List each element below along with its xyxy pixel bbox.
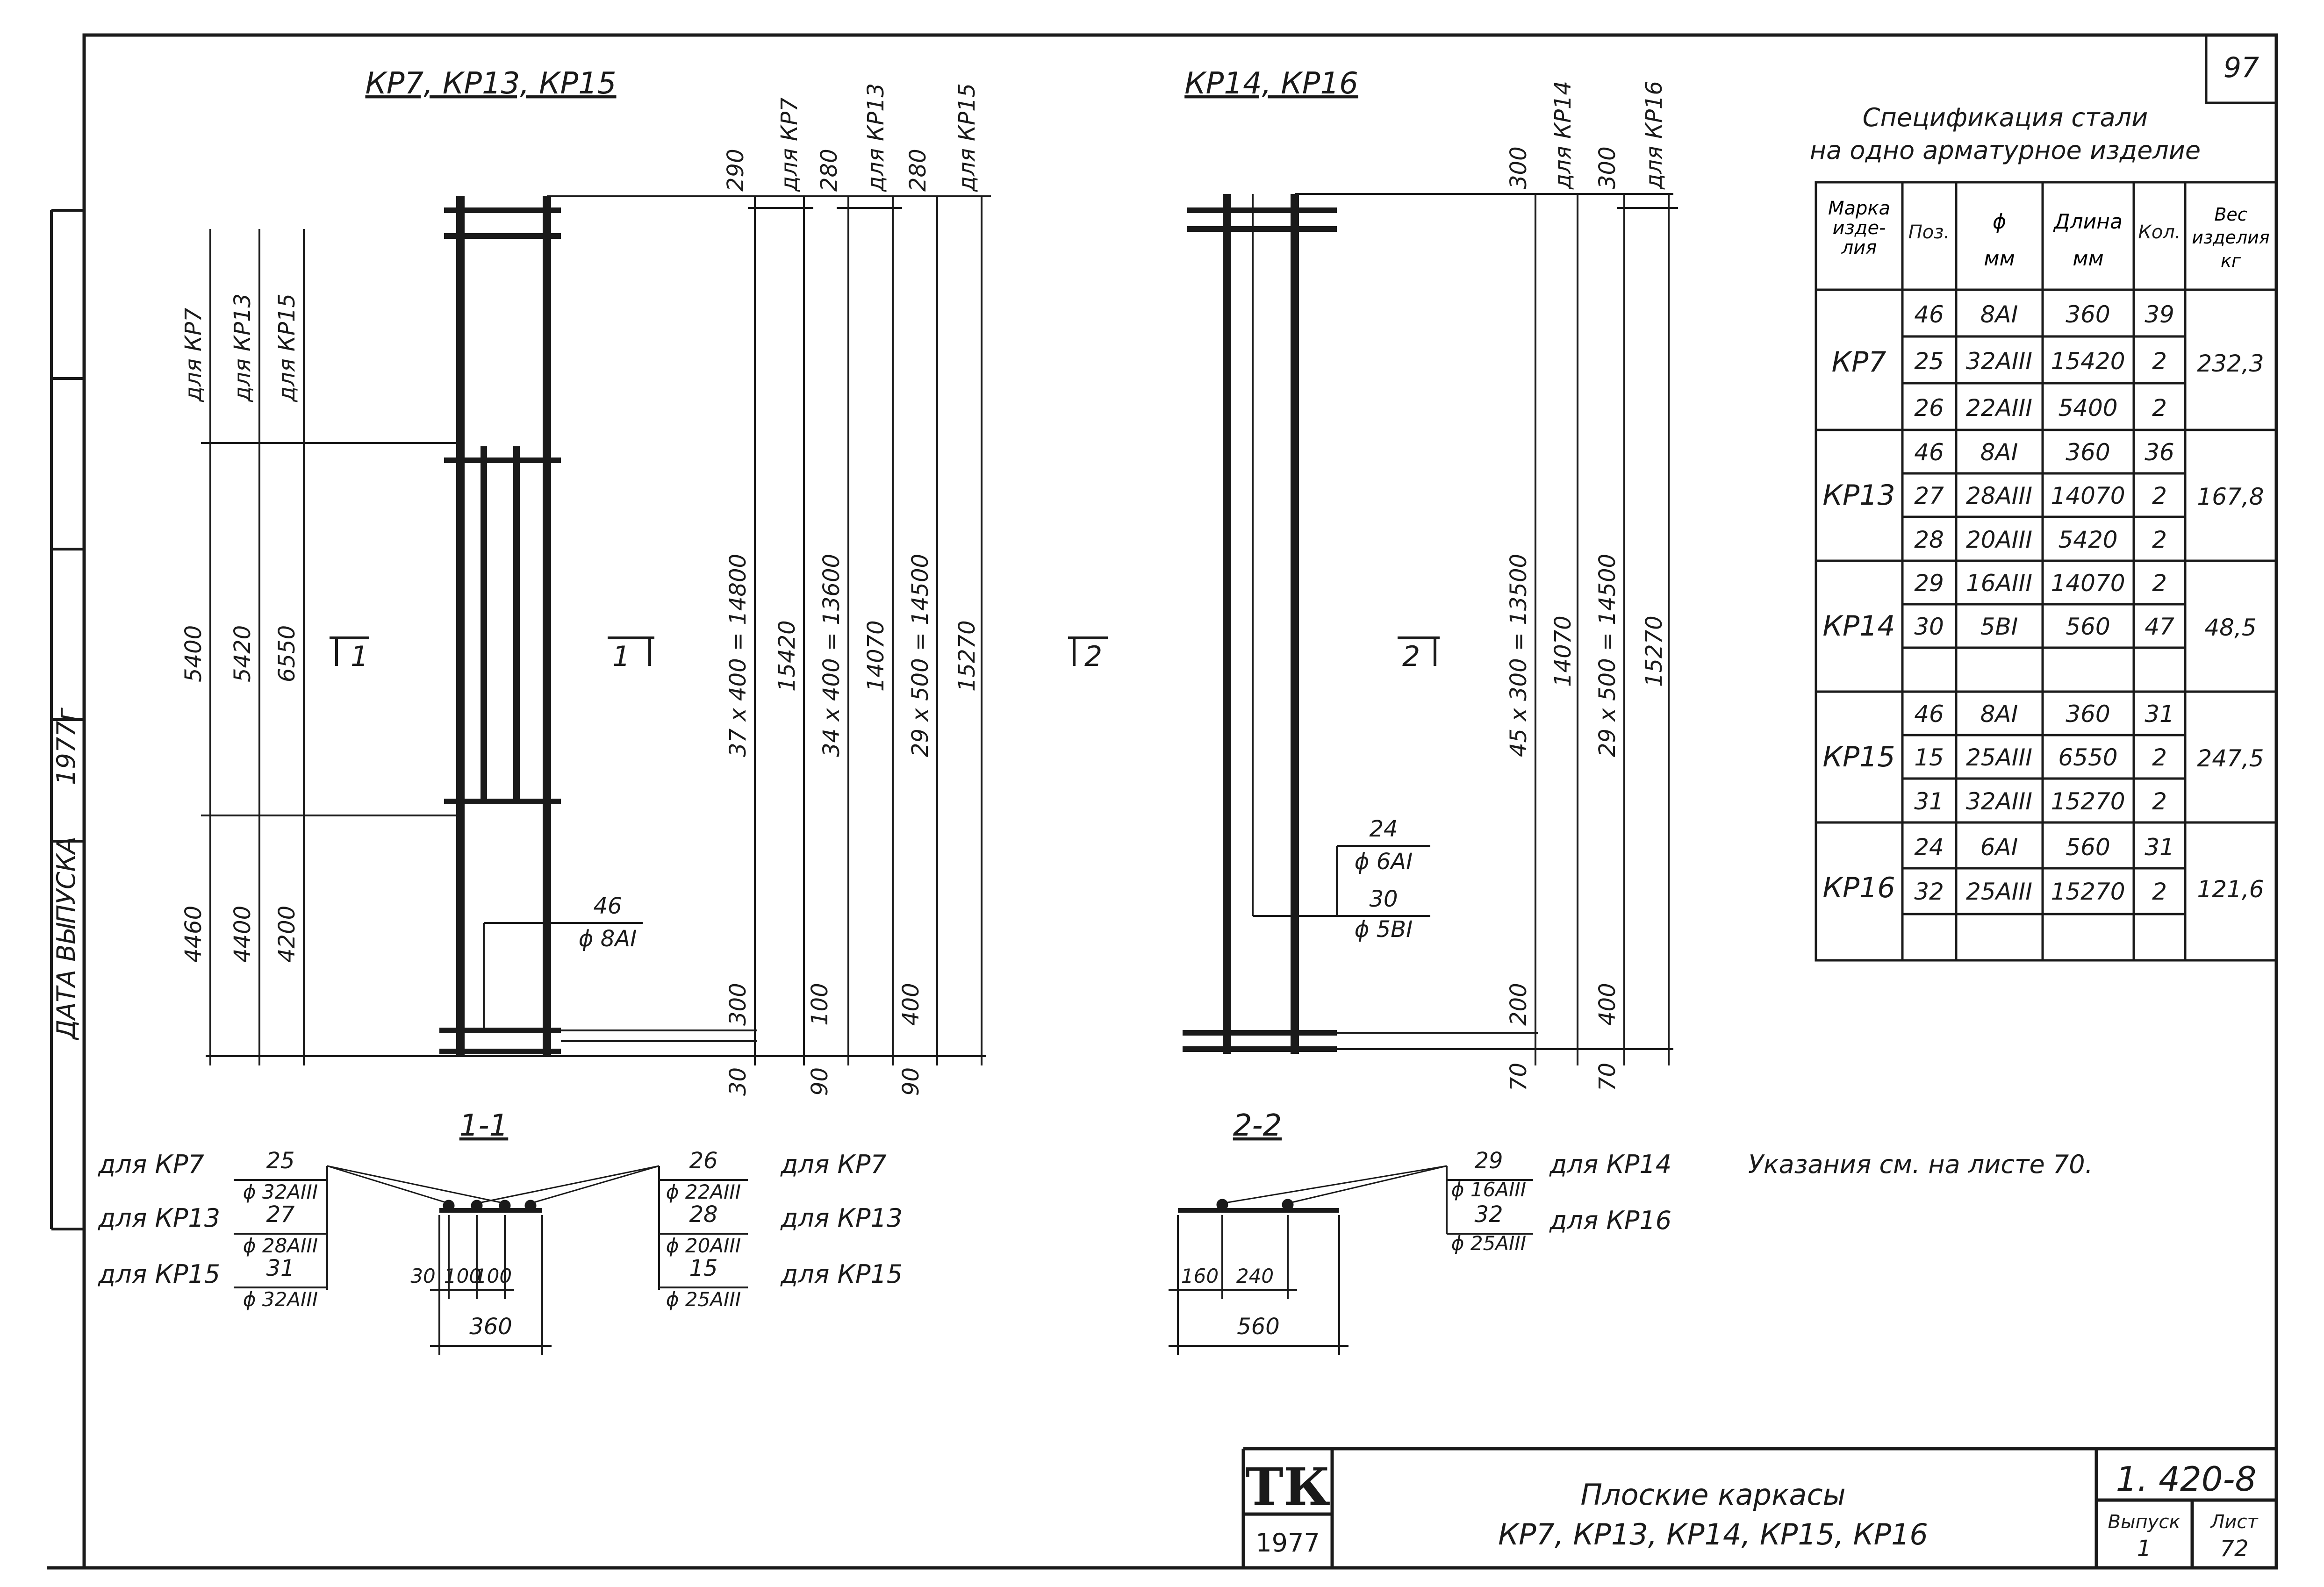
sheet-frame xyxy=(84,35,2276,1568)
top-for-r1: для КР14 xyxy=(1550,80,1576,189)
page-number: 97 xyxy=(2223,51,2259,84)
spec-header-dia: ϕ мм xyxy=(1984,210,2015,271)
s1-left-label-2: для КР13 xyxy=(98,1203,221,1233)
spec-cell: 36 xyxy=(2145,439,2174,466)
bottom-dim-lower-1: 30 xyxy=(725,1067,751,1096)
section-1-1 xyxy=(98,1108,903,1355)
spec-header-pos: Поз. xyxy=(1908,222,1950,243)
top-for-1: для КР7 xyxy=(776,97,803,192)
spec-cell: 46 xyxy=(1914,701,1944,728)
stamp-code: 1. 420-8 xyxy=(2116,1459,2257,1499)
left-drawing-title: КР7, КР13, КР15 xyxy=(365,66,617,101)
spec-cell: 32 xyxy=(1914,878,1944,905)
note-text: Указания см. на листе 70. xyxy=(1748,1150,2093,1179)
callout-dia-30: ϕ 5BI xyxy=(1354,916,1413,943)
right-dim-4: 14070 xyxy=(863,620,889,692)
title-block xyxy=(1243,1449,2276,1568)
s1-dim-1: 30 xyxy=(410,1265,436,1287)
section-2-2 xyxy=(1169,1108,1671,1355)
s1-dim-3: 100 xyxy=(474,1265,512,1287)
s1-left-dia-1: ϕ 32АIII xyxy=(243,1180,318,1203)
s2-label-2: для КР16 xyxy=(1549,1206,1672,1235)
spec-cell: 39 xyxy=(2145,301,2174,328)
left-dim-lower-2: 4400 xyxy=(230,905,256,963)
s1-left-label-1: для КР7 xyxy=(98,1150,204,1179)
right-dim-6: 15270 xyxy=(954,620,980,692)
s2-pos-2: 32 xyxy=(1474,1201,1503,1228)
right-dim-1: 37 x 400 = 14800 xyxy=(725,553,751,757)
spec-cell: 24 xyxy=(1914,834,1944,861)
s1-left-pos-2: 27 xyxy=(266,1201,295,1228)
spec-cell: 31 xyxy=(2145,834,2174,861)
spec-header-qty: Кол. xyxy=(2138,222,2181,243)
s1-left-pos-3: 31 xyxy=(266,1255,295,1281)
spec-weight-kr13: 167,8 xyxy=(2197,483,2264,510)
spec-cell: 2 xyxy=(2152,788,2167,815)
s1-right-label-2: для КР13 xyxy=(781,1203,903,1233)
left-frame-drawing xyxy=(180,66,991,1096)
right-dim-r4: 15270 xyxy=(1641,615,1667,687)
spec-weight-kr16: 121,6 xyxy=(2197,876,2264,903)
stamp-logo: ТК xyxy=(1245,1457,1330,1517)
s1-right-label-1: для КР7 xyxy=(781,1150,887,1179)
left-for-2: для КР13 xyxy=(230,293,256,402)
spec-cell: 5420 xyxy=(2058,526,2118,553)
section-mark-2-right: 2 xyxy=(1402,640,1420,673)
left-dim-upper-3: 6550 xyxy=(274,625,300,682)
date-label: ДАТА ВЫПУСКА xyxy=(51,836,81,1039)
spec-cell: 8AI xyxy=(1980,701,2018,728)
stamp-sheet-label: Лист xyxy=(2210,1511,2258,1533)
stamp-title-2: КР7, КР13, КР14, КР15, КР16 xyxy=(1498,1517,1928,1551)
spec-cell: 8AI xyxy=(1980,301,2018,328)
s1-left-dia-3: ϕ 32АIII xyxy=(243,1288,318,1311)
spec-cell: 2 xyxy=(2152,348,2167,375)
bottom-dim-r-upper-2: 400 xyxy=(1594,983,1621,1026)
spec-cell: 25АIII xyxy=(1965,878,2033,905)
callout-pos-46: 46 xyxy=(593,893,622,919)
section-mark-1-left: 1 xyxy=(351,640,369,673)
spec-cell: 26 xyxy=(1914,394,1944,422)
section-2-2-title: 2-2 xyxy=(1233,1108,1282,1143)
spec-cell: 29 xyxy=(1914,570,1944,597)
s1-right-dia-3: ϕ 25АIII xyxy=(666,1288,741,1311)
bottom-dim-lower-2: 90 xyxy=(807,1067,833,1096)
bottom-dim-lower-3: 90 xyxy=(898,1067,924,1096)
spec-cell: 6AI xyxy=(1980,834,2018,861)
spec-cell: 14070 xyxy=(2051,482,2125,509)
stamp-title-1: Плоские каркасы xyxy=(1580,1478,1846,1512)
s2-dia-1: ϕ 16АIII xyxy=(1451,1178,1527,1201)
s1-right-dia-1: ϕ 22АIII xyxy=(666,1180,741,1203)
left-dim-upper-1: 5400 xyxy=(180,625,207,682)
right-dim-3: 34 x 400 = 13600 xyxy=(818,553,845,757)
left-dim-lower-1: 4460 xyxy=(180,905,207,963)
s1-total: 360 xyxy=(469,1314,512,1340)
right-dim-r2: 14070 xyxy=(1550,615,1576,687)
spec-mark-kr15: КР15 xyxy=(1822,741,1895,773)
s1-right-dia-2: ϕ 20АIII xyxy=(666,1234,741,1257)
s1-left-dia-2: ϕ 28АIII xyxy=(243,1234,318,1257)
spec-mark-kr16: КР16 xyxy=(1822,872,1895,904)
spec-cell: 16АIII xyxy=(1965,570,2033,597)
spec-mark-kr14: КР14 xyxy=(1822,610,1895,643)
top-dim-1: 290 xyxy=(723,149,749,192)
s1-dim-2: 100 xyxy=(444,1265,482,1287)
right-dim-2: 15420 xyxy=(774,620,800,692)
spec-cell: 15270 xyxy=(2051,878,2125,905)
s1-left-pos-1: 25 xyxy=(266,1148,295,1174)
spec-cell: 47 xyxy=(2145,613,2174,640)
s2-dim-2: 240 xyxy=(1236,1265,1274,1287)
s1-left-label-3: для КР15 xyxy=(98,1259,221,1289)
right-dim-r3: 29 x 500 = 14500 xyxy=(1594,553,1621,757)
stamp-issue: 1 xyxy=(2137,1536,2152,1562)
spec-cell: 6550 xyxy=(2058,744,2118,771)
bottom-dim-upper-3: 400 xyxy=(898,983,924,1026)
spec-cell: 2 xyxy=(2152,570,2167,597)
spec-cell: 2 xyxy=(2152,526,2167,553)
left-dim-upper-2: 5420 xyxy=(230,625,256,682)
spec-cell: 2 xyxy=(2152,394,2167,422)
s2-pos-1: 29 xyxy=(1474,1148,1503,1174)
top-for-r2: для КР16 xyxy=(1641,80,1667,189)
stamp-year: 1977 xyxy=(1255,1528,1320,1558)
spec-cell: 560 xyxy=(2066,834,2110,861)
spec-cell: 360 xyxy=(2066,301,2110,328)
spec-cell: 31 xyxy=(2145,701,2174,728)
right-dim-r1: 45 x 300 = 13500 xyxy=(1506,553,1532,757)
callout-dia-46: ϕ 8AI xyxy=(578,926,637,952)
callout-pos-30: 30 xyxy=(1369,886,1398,912)
section-mark-1-right: 1 xyxy=(612,640,631,673)
spec-cell: 15420 xyxy=(2051,348,2125,375)
spec-cell: 15 xyxy=(1914,744,1944,771)
spec-cell: 560 xyxy=(2066,613,2110,640)
spec-cell: 360 xyxy=(2066,439,2110,466)
top-for-2: для КР13 xyxy=(863,83,889,192)
spec-mark-kr13: КР13 xyxy=(1822,479,1895,512)
section-mark-2-left: 2 xyxy=(1084,640,1103,673)
spec-cell: 32АIII xyxy=(1965,348,2033,375)
spec-cell: 2 xyxy=(2152,482,2167,509)
date-value: 1977г xyxy=(51,708,81,785)
s1-right-pos-1: 26 xyxy=(689,1148,718,1174)
spec-title-1: Спецификация стали xyxy=(1862,103,2148,132)
right-drawing-title: КР14, КР16 xyxy=(1184,66,1358,101)
spec-cell: 27 xyxy=(1914,482,1944,509)
spec-table xyxy=(1810,103,2276,960)
spec-weight-kr14: 48,5 xyxy=(2204,614,2257,641)
spec-cell: 25АIII xyxy=(1965,744,2033,771)
spec-weight-kr7: 232,3 xyxy=(2197,350,2264,377)
bottom-dim-r-lower-2: 70 xyxy=(1594,1062,1621,1091)
spec-header-weight: Вес изделия кг xyxy=(2192,204,2270,271)
spec-cell: 20АIII xyxy=(1965,526,2033,553)
spec-cell: 2 xyxy=(2152,878,2167,905)
spec-cell: 30 xyxy=(1914,613,1944,640)
s1-right-pos-3: 15 xyxy=(689,1255,718,1281)
spec-title-2: на одно арматурное изделие xyxy=(1809,136,2201,165)
left-for-1: для КР7 xyxy=(180,307,207,402)
s2-dim-1: 160 xyxy=(1181,1265,1219,1287)
spec-cell: 31 xyxy=(1914,788,1944,815)
top-dim-2: 280 xyxy=(816,149,842,192)
spec-cell: 28АIII xyxy=(1965,482,2033,509)
top-for-3: для КР15 xyxy=(954,83,980,192)
spec-cell: 360 xyxy=(2066,701,2110,728)
bottom-dim-r-upper-1: 200 xyxy=(1506,983,1532,1026)
s1-right-pos-2: 28 xyxy=(689,1201,718,1228)
spec-cell: 2 xyxy=(2152,744,2167,771)
spec-header-length: Длина мм xyxy=(2054,210,2123,271)
bottom-dim-r-lower-1: 70 xyxy=(1506,1062,1532,1091)
spec-weight-kr15: 247,5 xyxy=(2197,745,2264,772)
spec-cell: 15270 xyxy=(2051,788,2125,815)
callout-pos-24: 24 xyxy=(1369,816,1398,842)
spec-cell: 46 xyxy=(1914,439,1944,466)
right-dim-5: 29 x 500 = 14500 xyxy=(907,553,933,757)
bottom-dim-upper-1: 300 xyxy=(725,983,751,1026)
spec-cell: 5BI xyxy=(1980,613,2018,640)
spec-cell: 22АIII xyxy=(1965,394,2033,422)
spec-cell: 28 xyxy=(1914,526,1944,553)
s2-label-1: для КР14 xyxy=(1549,1150,1672,1179)
spec-cell: 14070 xyxy=(2051,570,2125,597)
callout-dia-24: ϕ 6AI xyxy=(1354,849,1413,875)
bottom-dim-upper-2: 100 xyxy=(807,983,833,1026)
s1-right-label-3: для КР15 xyxy=(781,1259,903,1289)
s2-total: 560 xyxy=(1237,1314,1280,1340)
spec-cell: 8AI xyxy=(1980,439,2018,466)
left-for-3: для КР15 xyxy=(274,293,300,402)
s2-dia-2: ϕ 25АIII xyxy=(1451,1232,1527,1255)
section-1-1-title: 1-1 xyxy=(459,1108,509,1143)
spec-cell: 46 xyxy=(1914,301,1944,328)
top-dim-r1: 300 xyxy=(1506,146,1532,189)
left-dim-lower-3: 4200 xyxy=(274,905,300,963)
right-frame-drawing xyxy=(1068,66,1678,1091)
stamp-sheet: 72 xyxy=(2220,1536,2249,1562)
top-dim-r2: 300 xyxy=(1594,146,1621,189)
spec-header-mark: Марка изде-лия xyxy=(1828,198,1891,258)
spec-mark-kr7: КР7 xyxy=(1831,346,1886,379)
top-dim-3: 280 xyxy=(905,149,931,192)
spec-cell: 32АIII xyxy=(1965,788,2033,815)
stamp-issue-label: Выпуск xyxy=(2108,1511,2181,1533)
spec-cell: 25 xyxy=(1914,348,1944,375)
spec-cell: 5400 xyxy=(2058,394,2118,422)
